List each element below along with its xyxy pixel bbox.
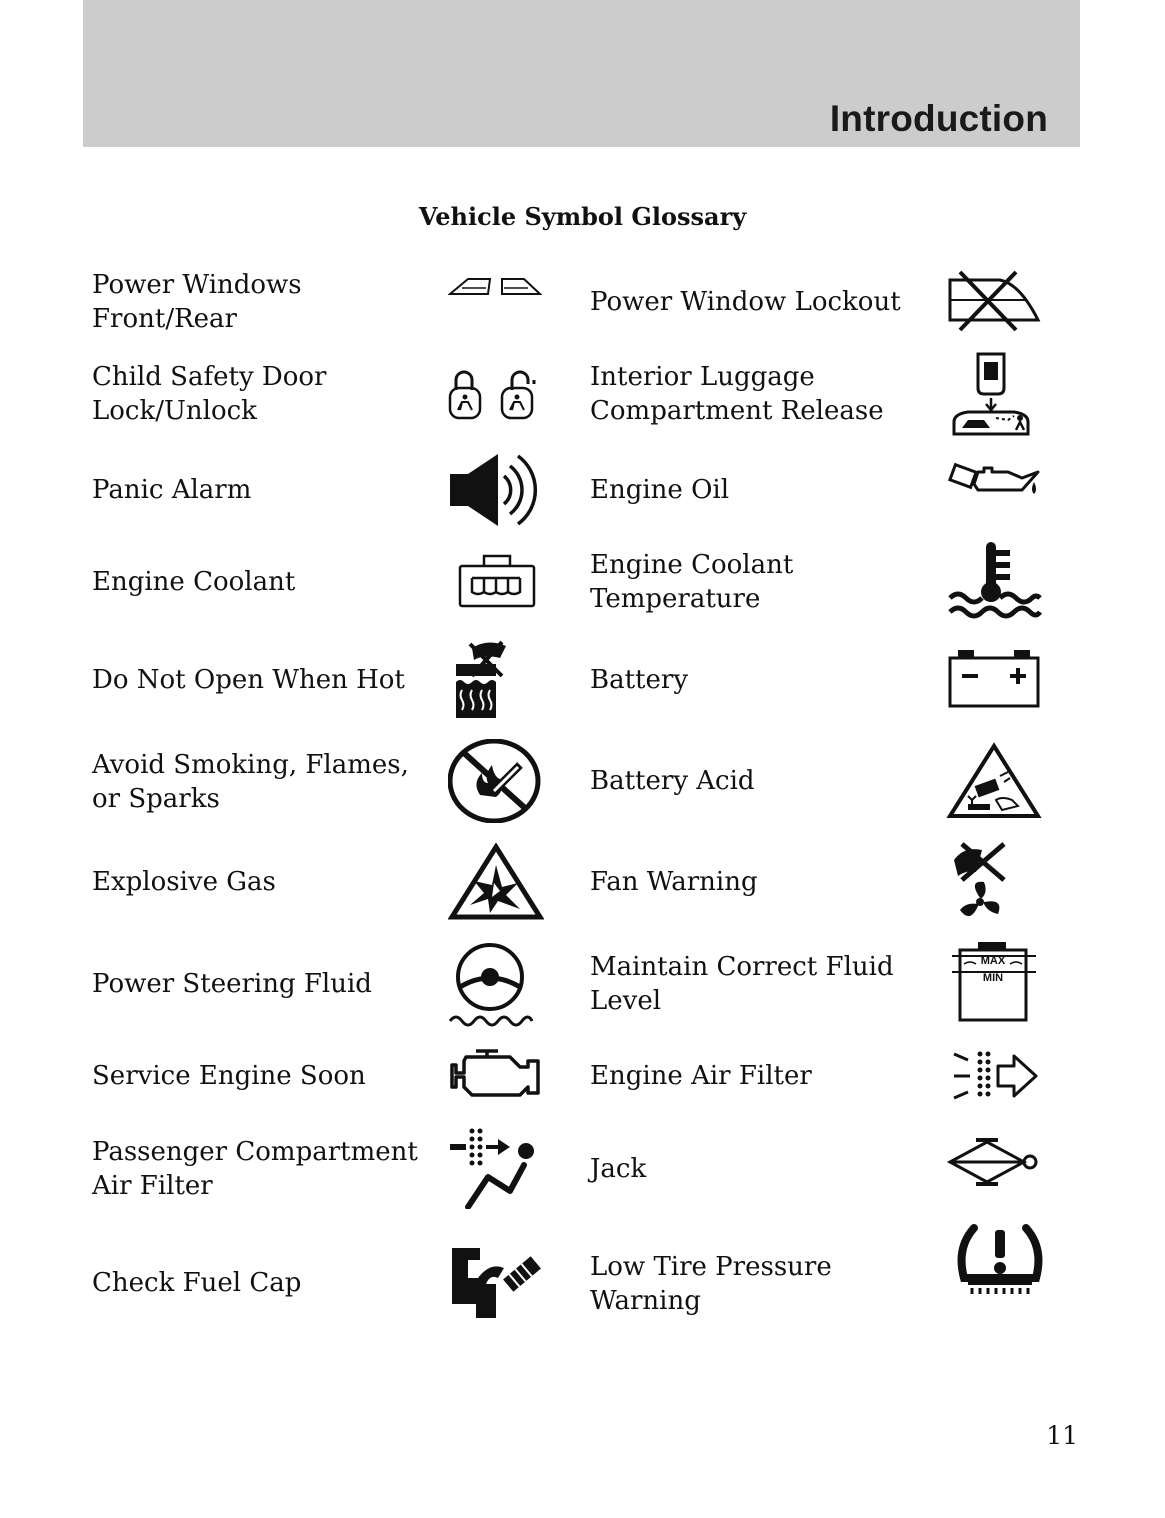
label-avoid-smoking: Avoid Smoking, Flames, or Sparks — [92, 750, 409, 814]
label-jack: Jack — [590, 1154, 647, 1184]
label-luggage-release: Interior Luggage Compartment Release — [590, 362, 884, 426]
jack-icon — [946, 1138, 1042, 1186]
label-cabin-air-filter: Passenger Compartment Air Filter — [92, 1137, 418, 1201]
child-safety-lock-icon — [446, 366, 546, 422]
label-child-safety-lock: Child Safety Door Lock/Unlock — [92, 362, 327, 426]
label-service-engine: Service Engine Soon — [92, 1061, 366, 1091]
coolant-temperature-icon — [948, 540, 1042, 620]
engine-oil-icon — [948, 462, 1042, 500]
page-title: Introduction — [829, 98, 1048, 139]
label-power-window-lockout: Power Window Lockout — [590, 287, 901, 317]
label-power-windows: Power Windows Front/Rear — [92, 270, 302, 334]
service-engine-icon — [448, 1047, 544, 1105]
label-engine-oil: Engine Oil — [590, 475, 730, 505]
fluid-max-text: MAX — [980, 955, 1006, 967]
cabin-air-filter-icon — [448, 1125, 540, 1209]
power-window-lockout-icon — [946, 270, 1042, 332]
label-explosive-gas: Explosive Gas — [92, 867, 276, 897]
label-power-steering: Power Steering Fluid — [92, 969, 372, 999]
engine-coolant-icon — [458, 552, 538, 610]
page-number: 11 — [1046, 1421, 1078, 1450]
label-battery-acid: Battery Acid — [590, 766, 755, 796]
battery-acid-icon — [946, 742, 1042, 820]
label-coolant-temperature: Engine Coolant Temperature — [590, 550, 794, 614]
label-fluid-level: Maintain Correct Fluid Level — [590, 952, 894, 1016]
battery-icon — [948, 648, 1042, 710]
label-fan-warning: Fan Warning — [590, 867, 758, 897]
panic-alarm-icon — [448, 452, 544, 528]
label-tire-pressure: Low Tire Pressure Warning — [590, 1252, 832, 1316]
label-panic-alarm: Panic Alarm — [92, 475, 252, 505]
fuel-cap-icon — [448, 1244, 544, 1320]
engine-air-filter-icon — [950, 1048, 1040, 1106]
do-not-open-hot-icon — [450, 638, 510, 722]
label-battery: Battery — [590, 665, 689, 695]
tire-pressure-icon — [954, 1222, 1046, 1298]
power-windows-icon — [448, 275, 543, 297]
label-engine-air-filter: Engine Air Filter — [590, 1061, 812, 1091]
luggage-release-icon — [948, 350, 1034, 436]
glossary-title: Vehicle Symbol Glossary — [418, 202, 747, 231]
power-steering-fluid-icon — [448, 943, 534, 1027]
label-fuel-cap: Check Fuel Cap — [92, 1268, 302, 1298]
label-do-not-open-hot: Do Not Open When Hot — [92, 665, 405, 695]
fan-warning-icon — [948, 840, 1012, 924]
fluid-min-text: MIN — [982, 972, 1004, 984]
no-smoking-flames-icon — [448, 739, 542, 823]
fluid-level-icon — [950, 940, 1038, 1024]
label-engine-coolant: Engine Coolant — [92, 567, 296, 597]
explosive-gas-icon — [448, 843, 544, 921]
header-band — [83, 0, 1080, 147]
